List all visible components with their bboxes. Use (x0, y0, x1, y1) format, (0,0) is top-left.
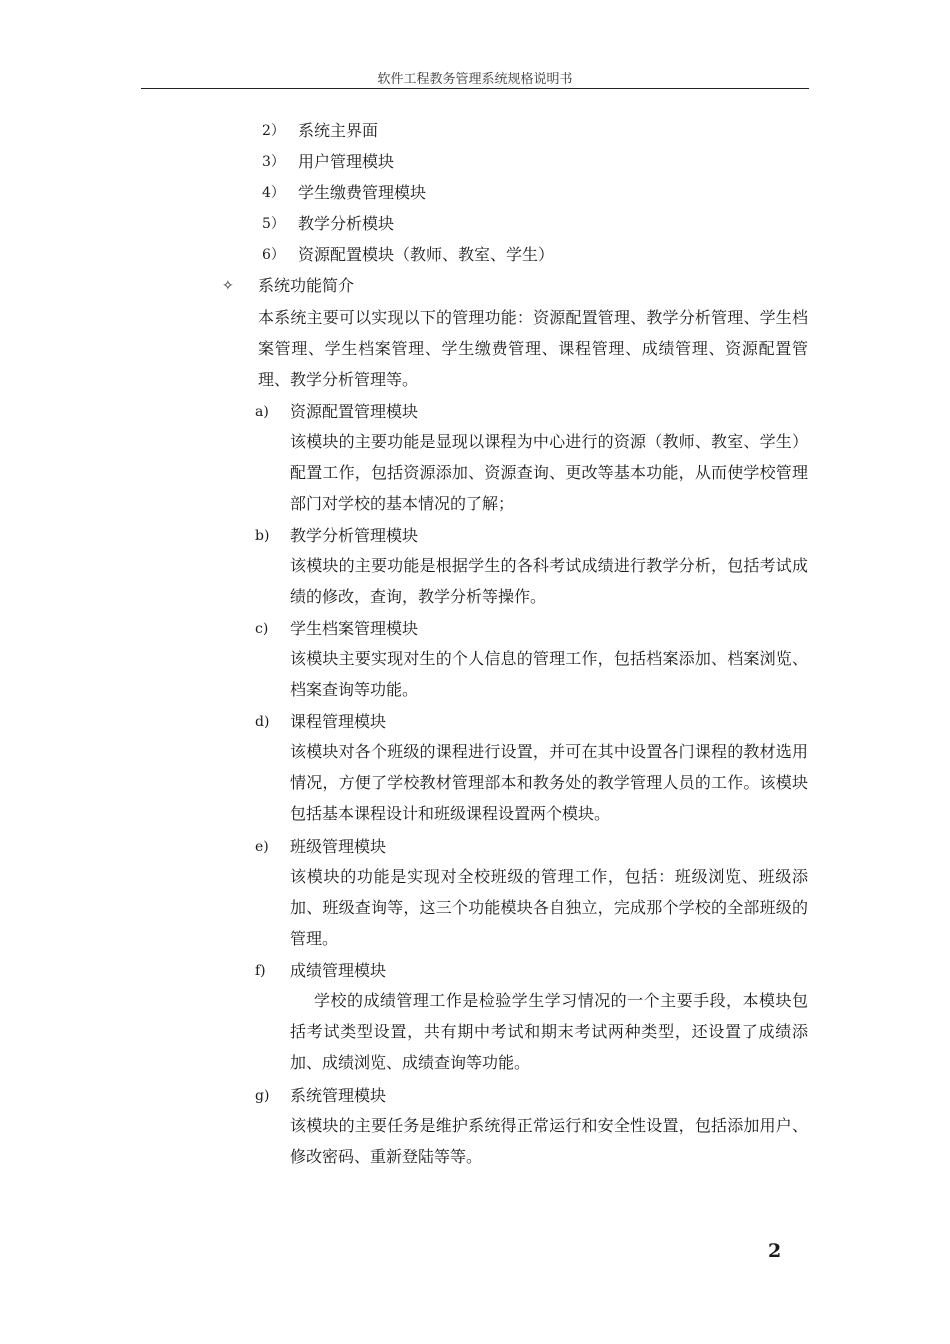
page-header: 软件工程教务管理系统规格说明书 (377, 72, 573, 87)
module-title: 学生档案管理模块 (290, 619, 419, 638)
section-title: 系统功能简介 (258, 276, 355, 295)
module-title: 成绩管理模块 (290, 961, 387, 980)
list-number: 5） (262, 216, 285, 232)
module-title: 系统管理模块 (290, 1086, 387, 1105)
module-letter: f) (255, 963, 266, 979)
module-title: 课程管理模块 (290, 712, 387, 731)
module-body: 该模块的功能是实现对全校班级的管理工作，包括：班级浏览、班级添加、班级查询等，这三个功能模块各自独立，完成那个学校的全部班级的管理。 (290, 867, 808, 948)
list-item: 学生缴费管理模块 (298, 183, 427, 202)
list-number: 2） (262, 123, 285, 139)
module-letter: b) (255, 528, 270, 544)
module-letter: d) (255, 714, 270, 730)
module-letter: c) (255, 621, 269, 637)
page-number: 2 (768, 1240, 782, 1262)
module-letter: e) (255, 839, 269, 855)
module-body: 该模块对各个班级的课程进行设置，并可在其中设置各门课程的教材选用情况，方便了学校教材管理部本和教务处的教学管理人员的工作。该模块包括基本课程设计和班级课程设置两个模块。 (290, 742, 808, 823)
diamond-bullet-icon: ✧ (222, 278, 234, 294)
module-body: 该模块主要实现对生的个人信息的管理工作，包括档案添加、档案浏览、档案查询等功能。 (290, 649, 808, 699)
list-number: 3） (262, 154, 285, 170)
list-item: 资源配置模块（教师、教室、学生） (298, 245, 555, 264)
list-item: 用户管理模块 (298, 152, 395, 171)
module-letter: g) (255, 1088, 270, 1104)
module-letter: a) (255, 404, 269, 420)
module-title: 教学分析管理模块 (290, 526, 419, 545)
module-title: 班级管理模块 (290, 837, 387, 856)
module-body: 该模块的主要功能是显现以课程为中心进行的资源（教师、教室、学生）配置工作，包括资源添加、资源查询、更改等基本功能，从而使学校管理部门对学校的基本情况的了解； (290, 432, 808, 513)
list-number: 6） (262, 247, 285, 263)
header-rule (141, 88, 809, 89)
list-number: 4） (262, 185, 285, 201)
module-body: 该模块的主要任务是维护系统得正常运行和安全性设置，包括添加用户、修改密码、重新登陆等等。 (290, 1116, 808, 1166)
list-item: 教学分析模块 (298, 214, 395, 233)
section-intro: 本系统主要可以实现以下的管理功能：资源配置管理、教学分析管理、学生档案管理、学生档案管理、学生缴费管理、课程管理、成绩管理、资源配置管理、教学分析管理等。 (258, 308, 808, 389)
module-body: 该模块的主要功能是根据学生的各科考试成绩进行教学分析，包括考试成绩的修改，查询，教学分析等操作。 (290, 556, 808, 606)
module-title: 资源配置管理模块 (290, 402, 419, 421)
module-body: 学校的成绩管理工作是检验学生学习情况的一个主要手段，本模块包括考试类型设置，共有期中考试和期末考试两种类型，还设置了成绩添加、成绩浏览、成绩查询等功能。 (290, 991, 808, 1072)
list-item: 系统主界面 (298, 121, 379, 140)
